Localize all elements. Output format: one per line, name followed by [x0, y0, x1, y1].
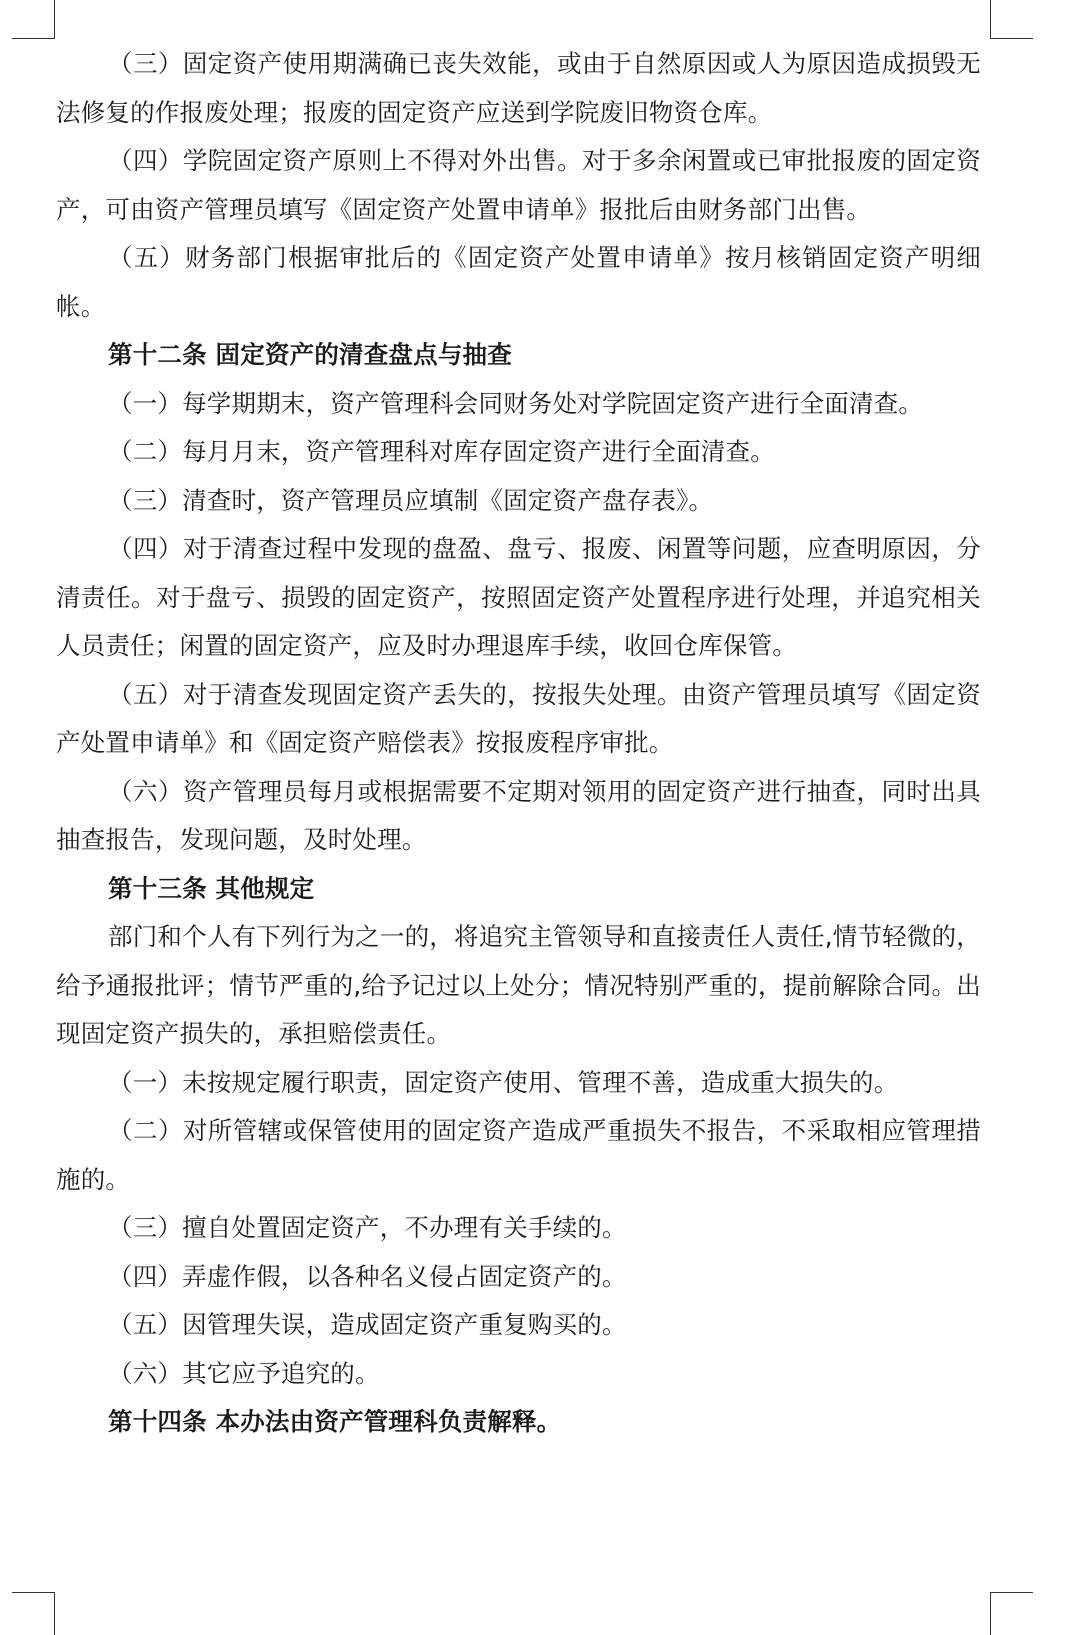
document-body — [56, 40, 981, 1447]
clause-paragraph: （三）清查时，资产管理员应填制《固定资产盘存表》。 — [108, 485, 714, 515]
clause-paragraph: （四）学院固定资产原则上不得对外出售。对于多余闲置或已审批报废的固定资产，可由资产管理员填写《固定资产处置申请单》报批后由财务部门出售。 — [56, 146, 981, 224]
clause-paragraph: （六）其它应予追究的。 — [108, 1358, 380, 1388]
article-heading: 第十二条 固定资产的清查盘点与抽查 — [108, 340, 512, 369]
clause-paragraph: （一）每学期期末，资产管理科会同财务处对学院固定资产进行全面清查。 — [108, 388, 924, 418]
clause-paragraph: 部门和个人有下列行为之一的，将追究主管领导和直接责任人责任,情节轻微的，给予通报批评；情节严重的,给予记过以上处分；情况特别严重的，提前解除合同。出现固定资产损失的，承担赔偿责任。 — [56, 922, 981, 1048]
article-heading: 第十四条 本办法由资产管理科负责解释。 — [108, 1407, 562, 1436]
clause-paragraph: （三）擅自处置固定资产，不办理有关手续的。 — [108, 1213, 627, 1242]
crop-mark-top-right — [990, 0, 1033, 39]
clause-paragraph: （五）财务部门根据审批后的《固定资产处置申请单》按月核销固定资产明细帐。 — [56, 243, 981, 321]
clause-paragraph: （二）对所管辖或保管使用的固定资产造成严重损失不报告，不采取相应管理措施的。 — [56, 1116, 981, 1194]
crop-mark-top-left — [12, 0, 55, 39]
article-heading: 第十三条 其他规定 — [108, 873, 315, 903]
clause-paragraph: （四）对于清查过程中发现的盘盈、盘亏、报废、闲置等问题，应查明原因，分清责任。对于盘亏、损毁的固定资产，按照固定资产处置程序进行处理，并追究相关人员责任；闲置的固定资产，应及时办理退库手续，收回仓库保管。 — [56, 534, 981, 660]
clause-paragraph: （六）资产管理员每月或根据需要不定期对领用的固定资产进行抽查，同时出具抽查报告，发现问题，及时处理。 — [56, 776, 981, 854]
crop-mark-bottom-right — [990, 1592, 1033, 1635]
clause-paragraph: （五）因管理失误，造成固定资产重复购买的。 — [108, 1310, 627, 1339]
crop-mark-bottom-left — [12, 1592, 55, 1635]
clause-paragraph: （三）固定资产使用期满确已丧失效能，或由于自然原因或人为原因造成损毁无法修复的作报废处理；报废的固定资产应送到学院废旧物资仓库。 — [56, 49, 981, 127]
clause-paragraph: （四）弄虚作假，以各种名义侵占固定资产的。 — [108, 1261, 627, 1291]
clause-paragraph: （五）对于清查发现固定资产丢失的，按报失处理。由资产管理员填写《固定资产处置申请单》和《固定资产赔偿表》按报废程序审批。 — [56, 679, 981, 757]
clause-paragraph: （一）未按规定履行职责，固定资产使用、管理不善，造成重大损失的。 — [108, 1067, 899, 1097]
clause-paragraph: （二）每月月末，资产管理科对库存固定资产进行全面清查。 — [108, 437, 775, 466]
